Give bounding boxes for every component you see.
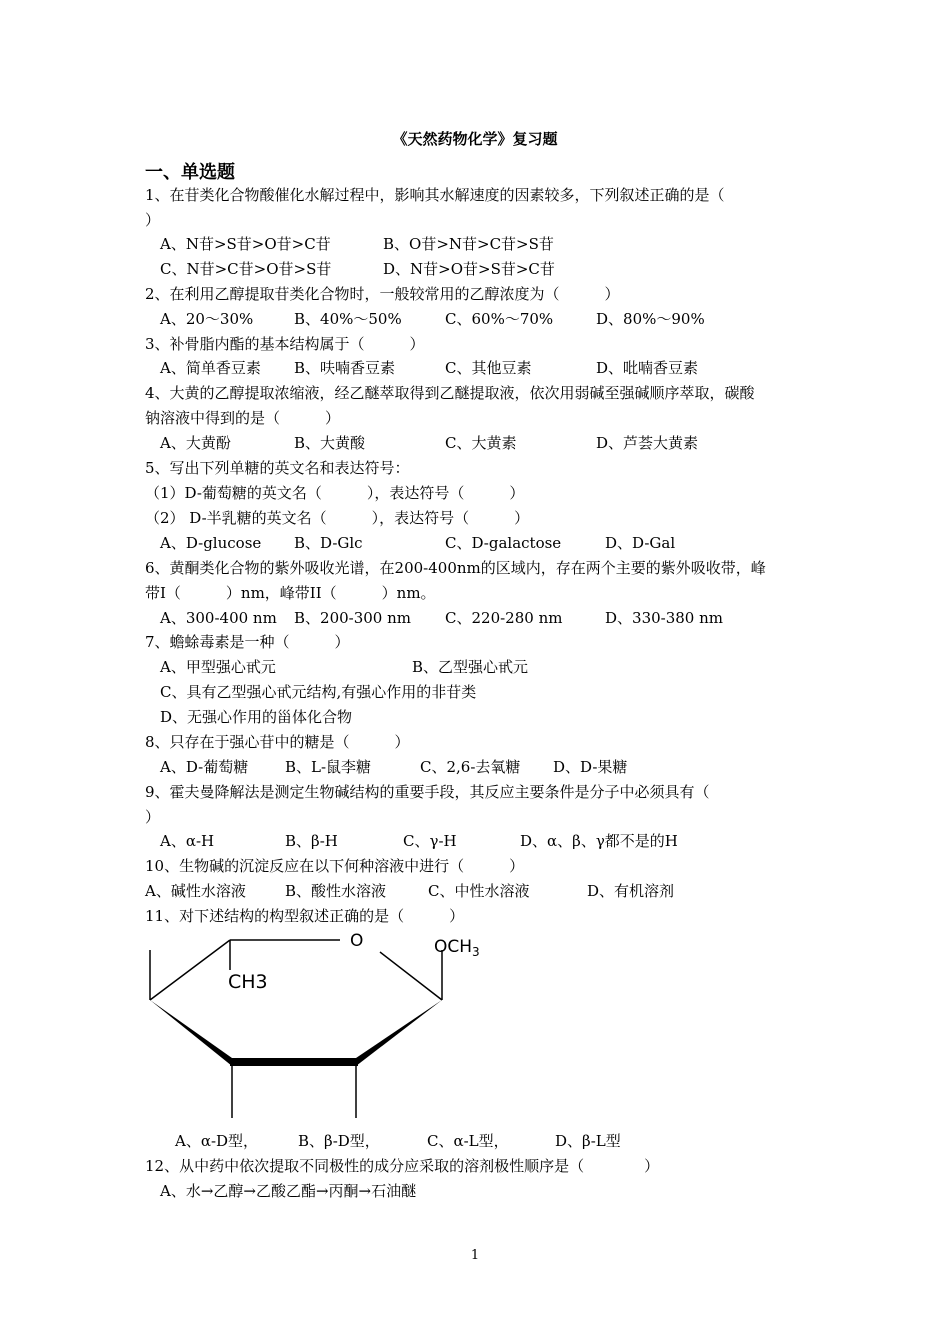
ring-oxygen-label: O	[350, 931, 364, 951]
option-c: C、220-280 nm	[445, 609, 563, 627]
option-c: C、2,6-去氧糖	[420, 758, 521, 776]
ch3-label: CH3	[228, 971, 268, 993]
option-d: D、吡喃香豆素	[596, 359, 699, 377]
section-heading: 一、单选题	[145, 162, 235, 183]
option-a: A、简单香豆素	[160, 359, 261, 377]
question-6-stem: 6、黄酮类化合物的紫外吸收光谱，在200-400nm的区域内，存在两个主要的紫外吸收带，峰	[145, 559, 766, 577]
question-9-stem: 9、霍夫曼降解法是测定生物碱结构的重要手段，其反应主要条件是分子中必须具有（	[145, 783, 710, 801]
option-a: A、D-葡萄糖	[160, 758, 249, 776]
question-7-option-c: C、具有乙型强心甙元结构,有强心作用的非苷类	[160, 683, 477, 701]
ring-bond-upper-right	[380, 952, 442, 1000]
och3-label: $OCH_3$	[434, 937, 480, 959]
question-11-stem: 11、对下述结构的构型叙述正确的是（ ）	[145, 907, 465, 925]
option-a: A、碱性水溶液	[145, 882, 246, 900]
option-d: D、芦荟大黄素	[596, 434, 699, 452]
page-number: 1	[470, 1248, 480, 1263]
option-c: C、中性水溶液	[428, 882, 530, 900]
question-6-stem-cont: 带I（ ）nm，峰带II（ ）nm。	[145, 584, 436, 602]
option-d: D、有机溶剂	[587, 882, 675, 900]
pyranose-structure-diagram	[140, 930, 520, 1122]
ring-bond-upper-left	[150, 940, 230, 1000]
question-5-sub-2: （2） D-半乳糖的英文名（ ），表达符号（ ）	[145, 509, 530, 527]
question-8-stem: 8、只存在于强心苷中的糖是（ ）	[145, 733, 410, 751]
question-7-option-d: D、无强心作用的甾体化合物	[160, 708, 353, 726]
option-d: D、330-380 nm	[605, 609, 724, 627]
option-c: C、D-galactose	[445, 534, 562, 552]
option-c: C、其他豆素	[445, 359, 532, 377]
option-c: C、大黄素	[445, 434, 517, 452]
option-b: B、200-300 nm	[294, 609, 412, 627]
option-d: D、D-Gal	[605, 534, 676, 552]
question-1-stem: 1、在苷类化合物酸催化水解过程中，影响其水解速度的因素较多，下列叙述正确的是（	[145, 186, 725, 204]
ring-bond-lower-left-bold	[150, 1000, 232, 1066]
option-a: A、α-D型，	[175, 1132, 259, 1150]
option-b: B、呋喃香豆素	[294, 359, 396, 377]
option-c: C、N苷>C苷>O苷>S苷	[160, 260, 332, 278]
option-a: A、20～30%	[160, 310, 254, 328]
option-b: B、乙型强心甙元	[412, 658, 529, 676]
option-b: B、O苷>N苷>C苷>S苷	[383, 235, 554, 253]
question-12-option-a: A、水→乙醇→乙酸乙酯→丙酮→石油醚	[160, 1182, 417, 1200]
option-a: A、D-glucose	[160, 534, 262, 552]
question-12-stem: 12、从中药中依次提取不同极性的成分应采取的溶剂极性顺序是（ ）	[145, 1157, 660, 1175]
question-10-stem: 10、生物碱的沉淀反应在以下何种溶液中进行（ ）	[145, 857, 525, 875]
option-d: D、N苷>O苷>S苷>C苷	[383, 260, 555, 278]
question-1-stem-cont: ）	[145, 211, 161, 229]
option-b: B、β-H	[285, 832, 338, 850]
option-d: D、α、β、γ都不是的H	[520, 832, 678, 850]
option-b: B、40%～50%	[294, 310, 402, 328]
option-c: C、α-L型，	[427, 1132, 509, 1150]
option-b: B、L-鼠李糖	[285, 758, 372, 776]
option-d: D、D-果糖	[553, 758, 628, 776]
option-a: A、甲型强心甙元	[160, 658, 276, 676]
question-5-sub-1: （1）D-葡萄糖的英文名（ ），表达符号（ ）	[145, 484, 525, 502]
option-a: A、N苷>S苷>O苷>C苷	[160, 235, 331, 253]
document-title: 《天然药物化学》复习题	[392, 130, 558, 148]
question-4-stem-cont: 钠溶液中得到的是（ ）	[145, 409, 341, 427]
option-a: A、α-H	[160, 832, 215, 850]
question-3-stem: 3、补骨脂内酯的基本结构属于（ ）	[145, 335, 425, 353]
question-7-stem: 7、蟾蜍毒素是一种（ ）	[145, 633, 350, 651]
option-b: B、D-Glc	[294, 534, 363, 552]
question-4-stem: 4、大黄的乙醇提取浓缩液，经乙醚萃取得到乙醚提取液，依次用弱碱至强碱顺序萃取，碳酸	[145, 384, 755, 402]
option-b: B、大黄酸	[294, 434, 366, 452]
question-9-stem-cont: ）	[145, 808, 161, 826]
ring-bond-bottom-bold	[230, 1058, 358, 1066]
option-c: C、γ-H	[403, 832, 457, 850]
ring-bond-lower-right-bold	[356, 1000, 442, 1066]
option-a: A、大黄酚	[160, 434, 231, 452]
option-c: C、60%～70%	[445, 310, 554, 328]
option-a: A、300-400 nm	[160, 609, 277, 627]
question-5-stem: 5、写出下列单糖的英文名和表达符号：	[145, 459, 410, 477]
option-d: D、β-L型	[555, 1132, 621, 1150]
option-b: B、酸性水溶液	[285, 882, 387, 900]
option-d: D、80%～90%	[596, 310, 705, 328]
option-b: B、β-D型，	[298, 1132, 380, 1150]
question-2-stem: 2、在利用乙醇提取苷类化合物时，一般较常用的乙醇浓度为（ ）	[145, 285, 620, 303]
